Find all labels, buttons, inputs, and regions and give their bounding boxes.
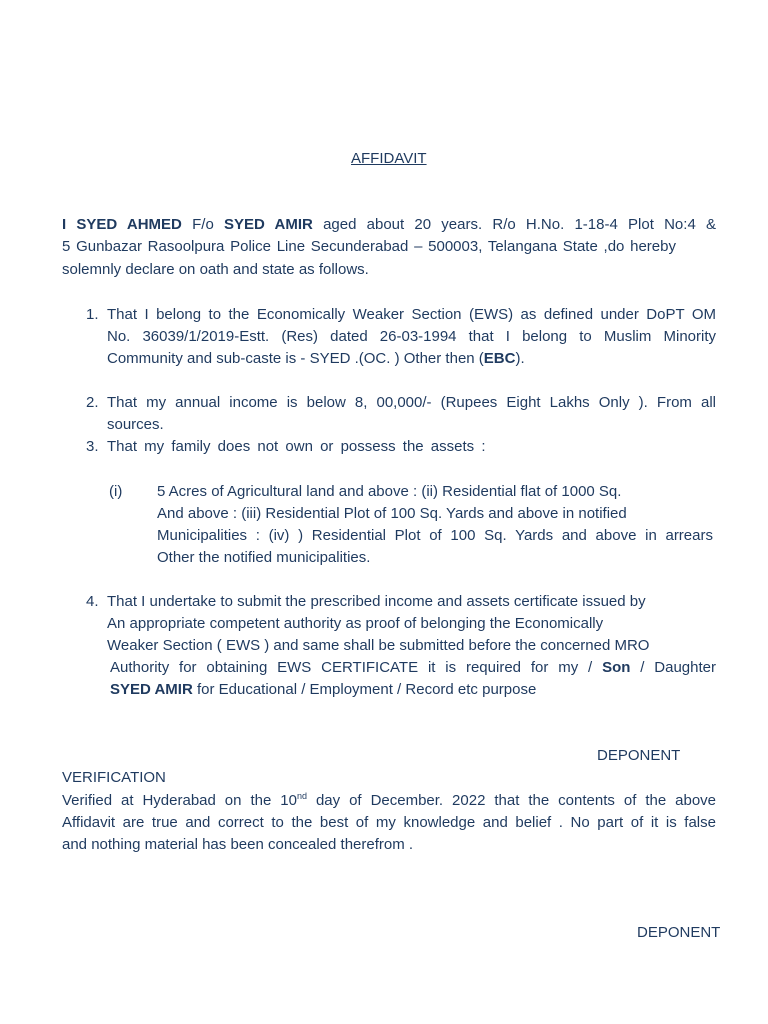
item-2-line-2: sources. [107, 416, 164, 433]
item-4-beneficiary: SYED AMIR [110, 681, 193, 698]
verification-line-1-post: day of December. 2022 that the contents of the above [306, 792, 717, 809]
item-3-line-1: That my family does not own or possess the assets : [107, 438, 486, 455]
father-name: SYED AMIR [224, 216, 313, 233]
item-2-number: 2. [86, 394, 99, 411]
item-4-son: Son [602, 659, 631, 676]
intro-line-2: 5 Gunbazar Rasoolpura Police Line Secunderabad – 500003, Telangana State ,do hereby [62, 238, 676, 255]
item-1-line-3 [107, 350, 525, 368]
assets-line-2: And above : (iii) Residential Plot of 100 Sq. Yards and above in notified [157, 505, 627, 522]
item-1-ebc: EBC [483, 350, 516, 367]
intro-post: aged about 20 years. R/o H.No. 1-18-4 Plot No:4 & [312, 216, 717, 233]
item-4-line-4-pre: Authority for obtaining EWS CERTIFICATE it is required for my / [110, 659, 603, 676]
document-title: AFFIDAVIT [351, 150, 427, 167]
item-4-line-5-post: for Educational / Employment / Record etc purpose [192, 681, 537, 698]
item-4-number: 4. [86, 593, 99, 610]
item-4-line-2: An appropriate competent authority as proof of belonging the Economically [107, 615, 604, 632]
deponent-signature-2: DEPONENT [637, 924, 721, 941]
assets-line-1: 5 Acres of Agricultural land and above : (ii) Residential flat of 1000 Sq. [157, 483, 622, 500]
assets-number: (i) [109, 483, 123, 500]
verification-line-1 [62, 790, 716, 812]
item-4-line-1: That I undertake to submit the prescribed income and assets certificate issued by [107, 593, 646, 610]
item-4-line-4-post: / Daughter [630, 659, 716, 676]
verification-line-2: Affidavit are true and correct to the best of my knowledge and belief . No part of it is false [62, 814, 716, 831]
intro-line-3: solemnly declare on oath and state as follows. [62, 261, 369, 278]
item-4-line-5 [110, 681, 536, 699]
assets-line-4: Other the notified municipalities. [157, 549, 371, 566]
item-1-line-1: That I belong to the Economically Weaker Section (EWS) as defined under DoPT OM [107, 306, 716, 323]
deponent-name: SYED AHMED [76, 216, 182, 233]
intro-line-1 [62, 214, 716, 236]
item-4-line-4 [110, 657, 716, 679]
verification-line-3: and nothing material has been concealed therefrom . [62, 836, 414, 853]
item-3-number: 3. [86, 438, 99, 455]
item-1-last-pre: Community and sub-caste is - SYED .(OC. ) Other then ( [107, 350, 484, 367]
item-1-line-2: No. 36039/1/2019-Estt. (Res) dated 26-03-1994 that I belong to Muslim Minority [107, 328, 716, 345]
item-4-line-3: Weaker Section ( EWS ) and same shall be submitted before the concerned MRO [107, 637, 650, 654]
item-1-last-post: ). [515, 350, 525, 367]
item-1-number: 1. [86, 306, 99, 323]
item-2-line-1: That my annual income is below 8, 00,000/- (Rupees Eight Lakhs Only ). From all [107, 394, 716, 411]
verification-heading: VERIFICATION [62, 769, 166, 786]
deponent-signature-1: DEPONENT [597, 747, 681, 764]
assets-line-3: Municipalities : (iv) ) Residential Plot of 100 Sq. Yards and above in arrears [157, 527, 713, 544]
verification-sup: nd [296, 791, 307, 801]
verification-line-1-pre: Verified at Hyderabad on the 10 [62, 792, 297, 809]
intro-mid: F/o [181, 216, 225, 233]
intro-pre: I [62, 216, 77, 233]
